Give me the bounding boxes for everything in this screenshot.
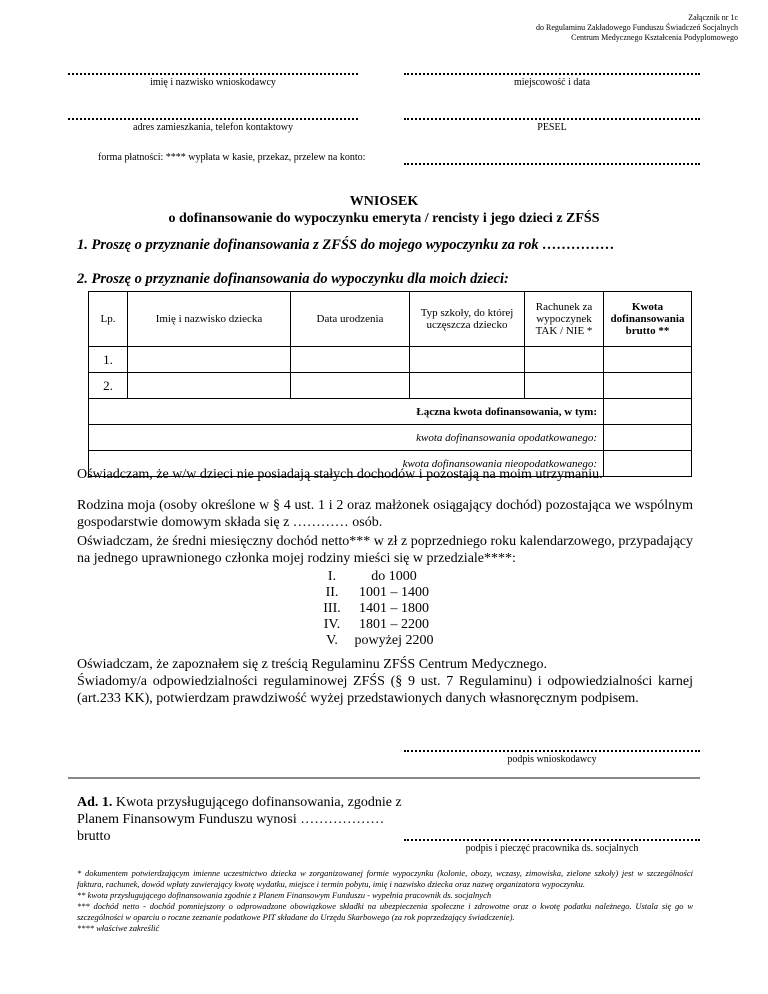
list-item[interactable] [310, 633, 434, 649]
table-row [89, 373, 692, 399]
statement-income-range: Oświadczam, że średni miesięczny dochód netto*** w zł z poprzedniego roku kalendarzowego, przypadający na jednego uprawnionego członka mojej rodziny mieści się w przedziale****: [77, 534, 693, 566]
untaxed-label: kwota dofinansowania nieopodatkowanego: [89, 451, 604, 477]
place-date-field-label: miejscowość i data [513, 77, 591, 88]
document-subtitle: o dofinansowanie do wypoczynku emeryta / rencisty i jego dzieci z ZFŚS [168, 211, 600, 226]
pesel-field-label: PESEL [537, 122, 567, 133]
list-item[interactable] [310, 569, 434, 585]
list-item[interactable] [310, 617, 434, 633]
address-field-label: adres zamieszkania, telefon kontaktowy [133, 122, 293, 133]
section-divider [68, 777, 700, 779]
bill-cell[interactable] [525, 373, 604, 399]
payment-method-label: forma płatności: **** wypłata w kasie, przekaz, przelew na konto: [98, 152, 366, 163]
annex-header [338, 13, 738, 43]
total-row [89, 399, 692, 425]
list-item[interactable] [310, 585, 434, 601]
range-value: 1401 – 1800 [359, 601, 429, 616]
ad1-note [77, 794, 405, 845]
range-roman: III. [323, 601, 341, 616]
header-bill: Rachunek za wypoczynek TAK / NIE * [525, 292, 604, 347]
range-value: 1001 – 1400 [359, 585, 429, 600]
birth-date-cell[interactable] [291, 373, 410, 399]
section-1-own-vacation: 1. Proszę o przyznanie dofinansowania z ZFŚS do mojego wypoczynku za rok …………… [77, 237, 615, 253]
list-item[interactable] [310, 601, 434, 617]
annex-line-3: Centrum Medycznego Kształcenia Podyplomowego [571, 33, 738, 42]
children-table [88, 291, 692, 477]
bill-cell[interactable] [525, 347, 604, 373]
statement-household: Rodzina moja (osoby określone w § 4 ust. 1 i 2 oraz małżonek osiągający dochód) pozostająca we wspólnym gospodarstwie domowym składa się z ………… osób. [77, 498, 693, 530]
header-amount: Kwota dofinansowania brutto ** [604, 292, 692, 347]
pesel-field-line[interactable] [404, 118, 700, 120]
header-school-type: Typ szkoły, do której uczęszcza dziecko [410, 292, 525, 347]
total-amount-cell[interactable] [604, 399, 692, 425]
range-value: do 1000 [371, 569, 417, 584]
footnotes [77, 868, 693, 934]
footnote-2: ** kwota przysługującego dofinansowania zgodnie z Planem Finansowym Funduszu - wypełnia pracownik ds. socjalnych [77, 890, 492, 900]
statement-liability: Świadomy/a odpowiedzialności regulaminowej ZFŚS (§ 9 ust. 7 Regulaminu) i odpowiedzialności karnej (art.233 KK), potwierdzam prawdziwość wyżej przedstawionych danych własnoręcznym podpisem. [77, 674, 693, 706]
amount-cell[interactable] [604, 347, 692, 373]
child-name-cell[interactable] [128, 373, 291, 399]
ad1-text: Kwota przysługującego dofinansowania, zgodnie z Planem Finansowym Funduszu wynosi ……………… brutto [77, 795, 402, 844]
annex-line-1: Załącznik nr 1c [688, 13, 738, 22]
school-type-cell[interactable] [410, 373, 525, 399]
range-roman: II. [325, 585, 339, 600]
row-number: 2. [89, 373, 128, 399]
birth-date-cell[interactable] [291, 347, 410, 373]
taxed-label: kwota dofinansowania opodatkowanego: [89, 425, 604, 451]
amount-cell[interactable] [604, 373, 692, 399]
range-roman: IV. [323, 617, 341, 632]
place-date-field-line[interactable] [404, 73, 700, 75]
annex-line-2: do Regulaminu Zakładowego Funduszu Świadczeń Socjalnych [536, 23, 738, 32]
range-roman: I. [327, 569, 337, 584]
table-row [89, 347, 692, 373]
header-lp: Lp. [89, 292, 128, 347]
footnote-4: **** właściwe zakreślić [77, 923, 160, 933]
total-label: Łączna kwota dofinansowania, w tym: [89, 399, 604, 425]
footnote-3: *** dochód netto - dochód pomniejszony o odprowadzone obowiązkowe składki na ubezpieczenia społeczne i zdrowotne oraz o kwotę podatku należnego. Ustala się go w szczególności w oparciu o roczne zeznanie podatkowe PIT składane do Urzędu Skarbowego (za rok poprzedzający świadczenie). [77, 901, 693, 922]
table-header-row [89, 292, 692, 347]
child-name-cell[interactable] [128, 347, 291, 373]
document-title: WNIOSEK [349, 194, 419, 209]
row-number: 1. [89, 347, 128, 373]
statement-regulations: Oświadczam, że zapoznałem się z treścią Regulaminu ZFŚS Centrum Medycznego. [77, 657, 548, 672]
social-worker-signature-line[interactable] [404, 839, 700, 841]
address-field-line[interactable] [68, 118, 358, 120]
social-worker-signature-label: podpis i pieczęć pracownika ds. socjalnych [465, 843, 639, 854]
taxed-row [89, 425, 692, 451]
account-field-line[interactable] [404, 163, 700, 165]
name-field-line[interactable] [68, 73, 358, 75]
ad1-bold-label: Ad. 1. [77, 795, 113, 810]
footnote-1: * dokumentem potwierdzającym imienne uczestnictwo dziecka w zorganizowanej formie wypoczynku (kolonie, obozy, wczasy, zimowiska, zielone szkoły) jest w szczególności faktura, rachunek, dowód wpłaty zawierający kwotę wydatku, miejsce i termin pobytu, imię i nazwisko dziecka oraz nazwę organizatora wypoczynku. [77, 868, 693, 889]
school-type-cell[interactable] [410, 347, 525, 373]
taxed-amount-cell[interactable] [604, 425, 692, 451]
applicant-signature-label: podpis wnioskodawcy [507, 754, 597, 765]
header-child-name: Imię i nazwisko dziecka [128, 292, 291, 347]
range-value: powyżej 2200 [354, 633, 434, 648]
header-birth-date: Data urodzenia [291, 292, 410, 347]
range-value: 1801 – 2200 [359, 617, 429, 632]
applicant-signature-line[interactable] [404, 750, 700, 752]
section-2-children-vacation: 2. Proszę o przyznanie dofinansowania do wypoczynku dla moich dzieci: [77, 271, 509, 287]
income-ranges-list [310, 569, 434, 649]
range-roman: V. [326, 633, 338, 648]
statement-children-income: Oświadczam, że w/w dzieci nie posiadają stałych dochodów i pozostają na moim utrzymaniu. [77, 467, 603, 482]
name-field-label: imię i nazwisko wnioskodawcy [150, 77, 276, 88]
